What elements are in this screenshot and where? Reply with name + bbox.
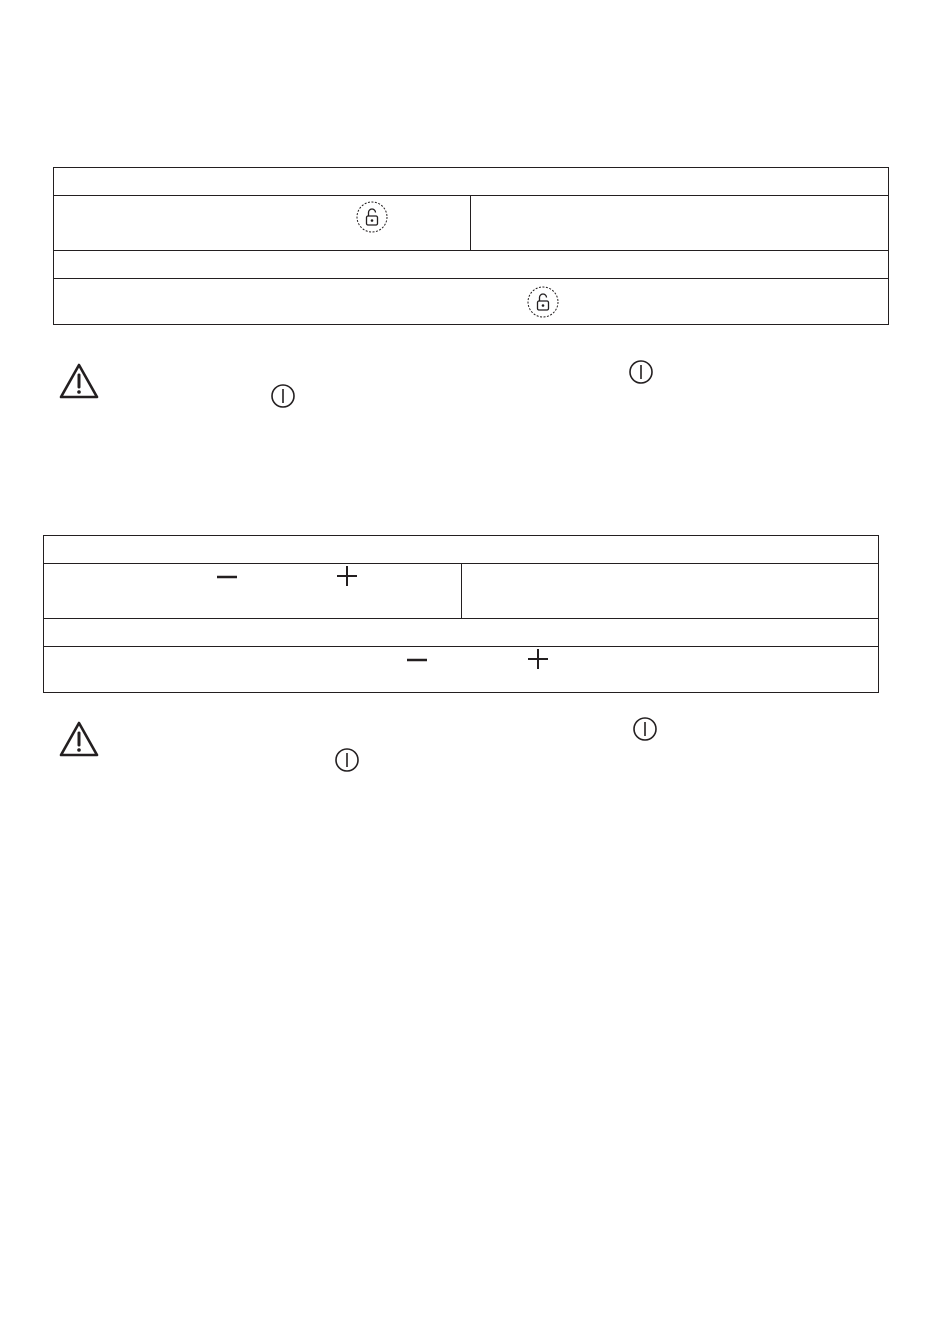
table-column-divider [470,195,471,250]
power-icon [628,359,654,385]
power-level-table [43,535,879,693]
table-divider [44,618,878,619]
plus-icon [526,647,550,671]
plus-icon [335,564,359,588]
table-divider [54,250,888,251]
table-divider [44,646,878,647]
warning-triangle-icon [58,720,100,758]
minus-icon [405,648,429,672]
child-lock-table [53,167,889,325]
lock-open-icon [526,285,560,319]
table-divider [54,195,888,196]
warning-triangle-icon [58,362,100,400]
minus-icon [215,565,239,589]
power-icon [334,747,360,773]
power-icon [632,716,658,742]
power-icon [270,383,296,409]
lock-open-icon [355,200,389,234]
table-column-divider [461,563,462,618]
table-divider [54,278,888,279]
